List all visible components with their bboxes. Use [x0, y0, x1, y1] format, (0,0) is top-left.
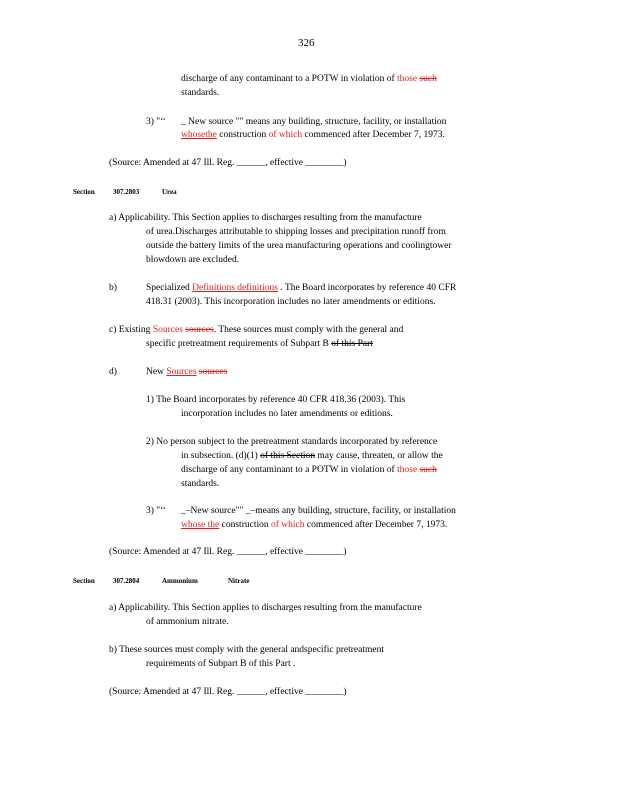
page-number: 326 [298, 37, 315, 49]
section-number: 307.2803 [113, 188, 140, 196]
continued-line: standards. [181, 88, 220, 98]
line-text: discharge of any contaminant to a POTW in violation of [181, 74, 395, 84]
line-text: commenced after December 7, 1973. [306, 520, 448, 530]
line-text: commenced after December 7, 1973. [304, 130, 445, 140]
deleted-text: sources [198, 367, 228, 377]
inserted-text: Definitions definitions [192, 283, 278, 293]
item-number: 3) "‘‘ [146, 117, 166, 127]
subsection-b-line: 418.31 (2003). This incorporation includes no later amendments or editions. [146, 297, 436, 307]
subsection-b-line: requirements of Subpart B of this Part . [146, 659, 296, 669]
new-source-definition: _ New source "" means any building, structure, facility, or installation [181, 117, 447, 127]
new-source-definition-cont [181, 129, 445, 141]
subsection-c-line [146, 338, 373, 350]
section-label: Section [73, 188, 95, 196]
line-text: construction [219, 520, 269, 530]
item-1-line: incorporation includes no later amendments or editions. [181, 409, 393, 419]
inserted-text: Sources [166, 367, 197, 377]
source-note: (Source: Amended at 47 Ill. Reg. ______, effective ________) [109, 158, 347, 168]
line-text: in subsection. (d)(1) [181, 451, 258, 461]
item-2-line: standards. [181, 479, 220, 489]
section-label: Section [73, 577, 95, 585]
inserted-text: of which [268, 130, 303, 140]
subsection-b [146, 282, 456, 294]
subsection-a-line: of ammonium nitrate. [146, 617, 229, 627]
deleted-text: such [419, 465, 437, 475]
subsection-b: b) These sources must comply with the general andspecific pretreatment [109, 645, 384, 655]
item-2: 2) No person subject to the pretreatment standards incorporated by reference [146, 437, 438, 447]
line-text: specific pretreatment requirements of Subpart B [146, 339, 329, 349]
inserted-text: of which [270, 520, 305, 530]
deleted-text: sources [185, 325, 214, 335]
item-2-line [181, 450, 443, 462]
section-title-2: Nitrate [228, 577, 250, 585]
continued-line [181, 73, 437, 85]
line-text: c) Existing [109, 325, 151, 335]
line-text: Specialized [146, 283, 190, 293]
inserted-text: whose the [181, 520, 220, 530]
line-text: . The Board incorporates by reference 40 CFR [280, 283, 457, 293]
line-text: discharge of any contaminant to a POTW in violation of [181, 465, 395, 475]
subsection-a-line: outside the battery limits of the urea manufacturing operations and coolingtower [146, 241, 452, 251]
line-text: construction [216, 130, 267, 140]
subsection-a: a) Applicability. This Section applies to discharges resulting from the manufacture [109, 213, 422, 223]
subsection-b-label: b) [109, 283, 117, 293]
line-text: New [146, 367, 164, 377]
section-number: 307.2804 [113, 577, 140, 585]
subsection-d-label: d) [109, 367, 117, 377]
item-2-line [181, 464, 437, 476]
deleted-text: such [419, 74, 437, 84]
subsection-a: a) Applicability. This Section applies to discharges resulting from the manufacture [109, 603, 422, 613]
source-note: (Source: Amended at 47 Ill. Reg. ______, effective ________) [109, 687, 347, 697]
new-source-definition-cont [181, 519, 447, 531]
inserted-text: those [397, 465, 418, 475]
inserted-text: Sources [152, 325, 183, 335]
subsection-d [146, 366, 227, 378]
item-number: 3) "‘‘ [146, 506, 166, 516]
section-title: Ammonium [162, 577, 198, 585]
inserted-text: those [397, 74, 418, 84]
line-text: . These sources must comply with the general and [213, 325, 404, 335]
deleted-text: of this Section [260, 451, 316, 461]
source-note: (Source: Amended at 47 Ill. Reg. ______, effective ________) [109, 547, 347, 557]
deleted-text: of this Part [331, 339, 373, 349]
item-1: 1) The Board incorporates by reference 40 CFR 418.36 (2003). This [146, 395, 406, 405]
line-text: may cause, threaten, or allow the [317, 451, 443, 461]
inserted-text: whosethe [181, 130, 217, 140]
subsection-a-line: of urea.Discharges attributable to shipping losses and precipitation runoff from [146, 227, 446, 237]
subsection-a-line: blowdown are excluded. [146, 255, 240, 265]
subsection-c [109, 324, 403, 336]
section-title: Urea [162, 188, 177, 196]
new-source-definition: _–New source"" _–means any building, structure, facility, or installation [181, 506, 456, 516]
